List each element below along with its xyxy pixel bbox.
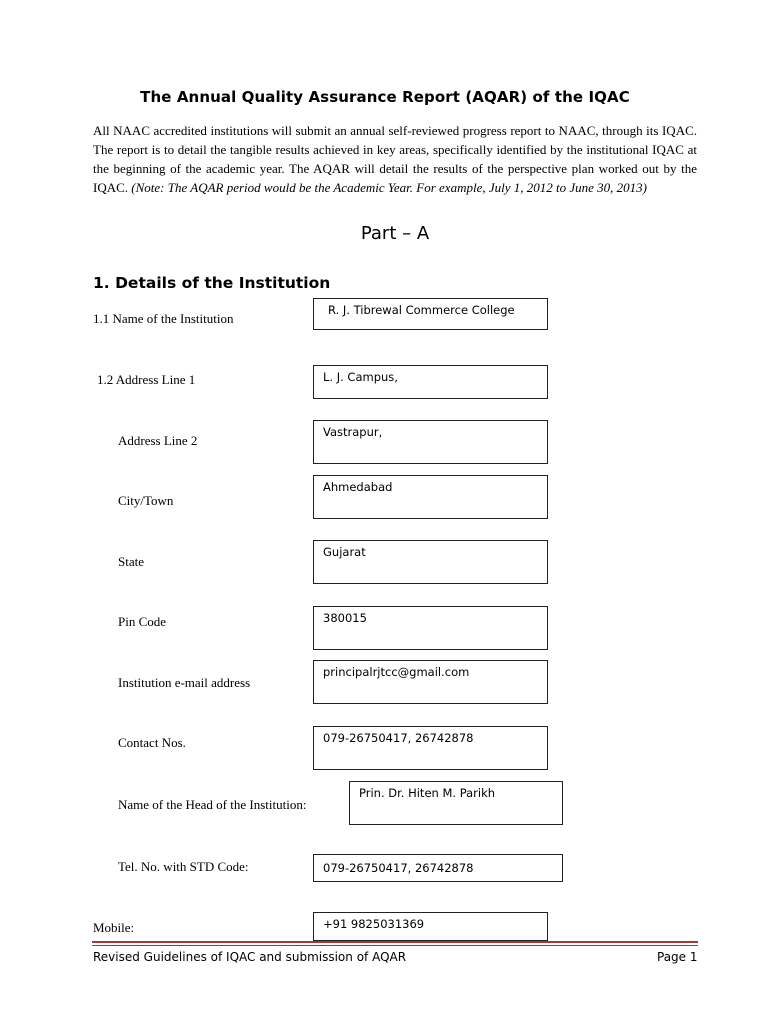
footer-rule-thin (92, 945, 698, 946)
email-label: Institution e-mail address (118, 675, 251, 690)
intro-text: All NAAC accredited institutions will submit an annual self-reviewed progress report to NAAC, through its IQAC. The report is to detail the tangible results achieved in key areas, specifically identified by the institutional IQAC at the beginning of the academic year. The AQAR will detail the results of the perspective plan worked out by the IQAC. (93, 123, 697, 195)
mobile-label: Mobile: (93, 920, 135, 935)
address-line-2-field[interactable]: Vastrapur, (313, 420, 548, 464)
head-label: Name of the Head of the Institution: (118, 797, 307, 812)
pin-code-label: Pin Code (118, 614, 167, 629)
address-line-1-label: 1.2 Address Line 1 (97, 372, 196, 387)
mobile-field[interactable]: +91 9825031369 (313, 912, 548, 941)
footer-rule-thick (92, 941, 698, 943)
institution-name-field[interactable]: R. J. Tibrewal Commerce College (313, 298, 548, 330)
state-field[interactable]: Gujarat (313, 540, 548, 584)
contact-label: Contact Nos. (118, 735, 186, 750)
tel-std-label: Tel. No. with STD Code: (118, 859, 249, 874)
city-label: City/Town (118, 493, 174, 508)
tel-std-field[interactable]: 079-26750417, 26742878 (313, 854, 563, 882)
footer-text: Revised Guidelines of IQAC and submission of AQAR (93, 950, 407, 964)
section-heading: 1. Details of the Institution (93, 274, 331, 292)
contact-field[interactable]: 079-26750417, 26742878 (313, 726, 548, 770)
part-heading: Part – A (360, 223, 430, 244)
institution-name-label: 1.1 Name of the Institution (93, 311, 234, 326)
intro-note: (Note: The AQAR period would be the Academic Year. For example, July 1, 2012 to June 30, 2013) (131, 180, 647, 195)
pin-code-field[interactable]: 380015 (313, 606, 548, 650)
address-line-1-field[interactable]: L. J. Campus, (313, 365, 548, 399)
email-field[interactable]: principalrjtcc@gmail.com (313, 660, 548, 704)
address-line-2-label: Address Line 2 (118, 433, 198, 448)
document-title: The Annual Quality Assurance Report (AQAR) of the IQAC (140, 88, 630, 106)
page-number: Page 1 (657, 950, 698, 964)
head-field[interactable]: Prin. Dr. Hiten M. Parikh (349, 781, 563, 825)
city-field[interactable]: Ahmedabad (313, 475, 548, 519)
intro-paragraph (93, 121, 697, 197)
state-label: State (118, 554, 144, 569)
